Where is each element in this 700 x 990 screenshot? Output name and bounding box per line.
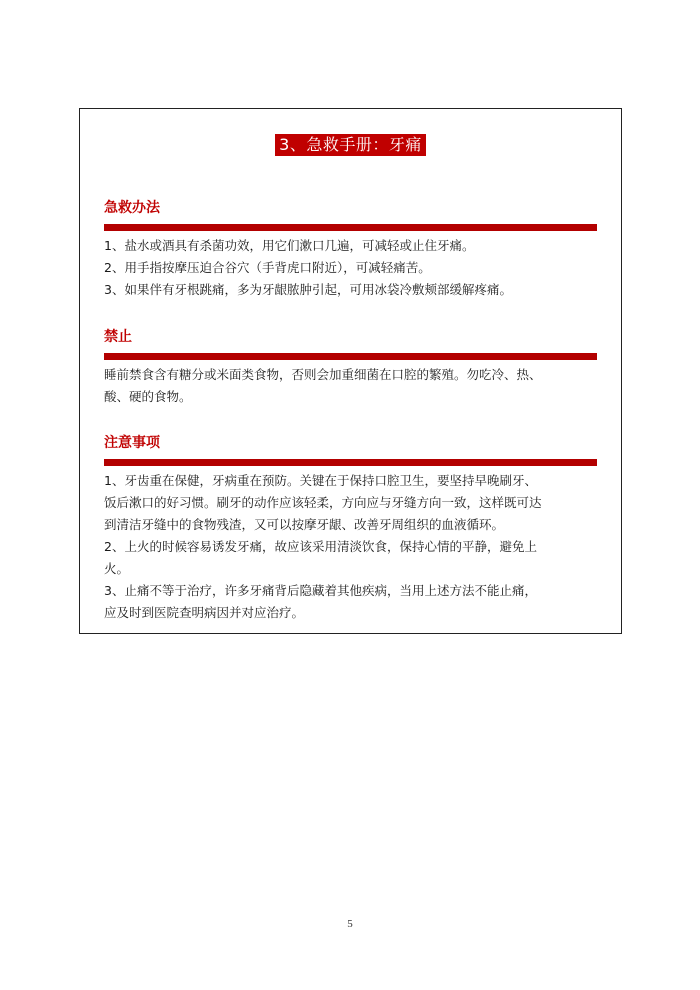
title-wrap [80, 134, 621, 156]
body-line: 1、盐水或酒具有杀菌功效，用它们漱口几遍，可减轻或止住牙痛。 [104, 238, 475, 253]
section-divider [104, 353, 597, 360]
body-line: 酸、硬的食物。 [104, 389, 192, 404]
section-divider [104, 459, 597, 466]
section-notes [104, 434, 597, 624]
section-body [104, 470, 597, 624]
body-line: 3、止痛不等于治疗，许多牙痛背后隐藏着其他疾病，当用上述方法不能止痛， [104, 583, 537, 598]
section-prohibited [104, 328, 597, 408]
content-frame [79, 108, 622, 634]
body-line: 火。 [104, 561, 130, 576]
section-heading: 注意事项 [104, 435, 160, 451]
page-number: 5 [347, 918, 353, 930]
section-first-aid [104, 199, 597, 301]
body-line: 1、牙齿重在保健，牙病重在预防。关键在于保持口腔卫生，要坚持早晚刷牙、 [104, 473, 537, 488]
section-body [104, 235, 597, 301]
section-heading: 急救办法 [104, 200, 160, 216]
body-line: 应及时到医院查明病因并对应治疗。 [104, 605, 305, 620]
body-line: 3、如果伴有牙根跳痛，多为牙龈脓肿引起，可用冰袋冷敷颊部缓解疼痛。 [104, 282, 512, 297]
section-heading: 禁止 [104, 329, 132, 345]
section-divider [104, 224, 597, 231]
page-title: 3、急救手册：牙痛 [275, 134, 426, 156]
section-body [104, 364, 597, 408]
body-line: 睡前禁食含有糖分或米面类食物，否则会加重细菌在口腔的繁殖。勿吃冷、热、 [104, 367, 542, 382]
body-line: 2、上火的时候容易诱发牙痛，故应该采用清淡饮食，保持心情的平静，避免上 [104, 539, 537, 554]
body-line: 到清洁牙缝中的食物残渣，又可以按摩牙龈、改善牙周组织的血液循环。 [104, 517, 505, 532]
body-line: 饭后漱口的好习惯。刷牙的动作应该轻柔，方向应与牙缝方向一致，这样既可达 [104, 495, 542, 510]
body-line: 2、用手指按摩压迫合谷穴（手背虎口附近），可减轻痛苦。 [104, 260, 431, 275]
